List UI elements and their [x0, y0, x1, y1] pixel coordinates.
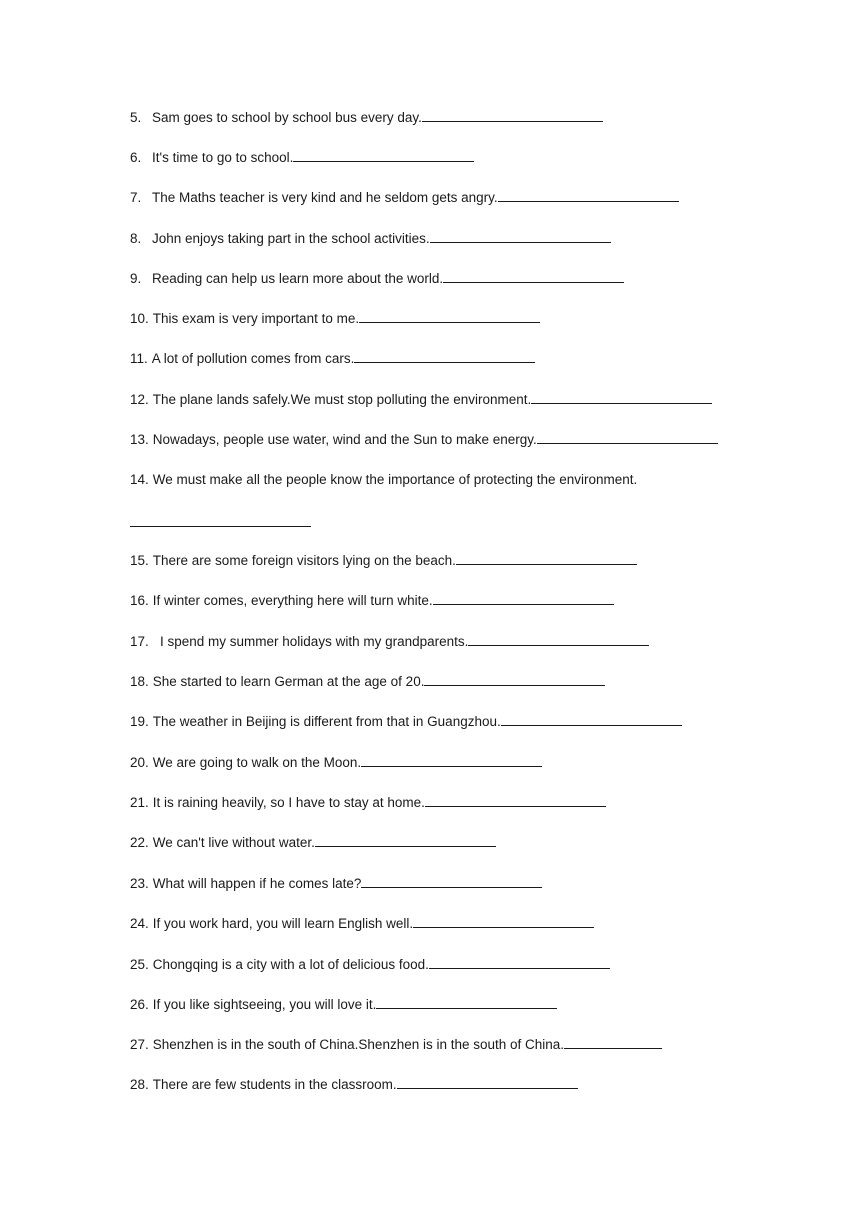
answer-blank[interactable]	[531, 391, 712, 404]
question-18	[130, 673, 830, 691]
question-11	[130, 350, 830, 368]
question-6	[130, 149, 830, 167]
question-text: This exam is very important to me.	[152, 311, 360, 326]
question-text: If you work hard, you will learn English well.	[152, 916, 414, 931]
question-number: 23.	[130, 876, 149, 891]
question-7	[130, 189, 830, 207]
question-text: John enjoys taking part in the school activities.	[152, 231, 430, 246]
question-text: We must make all the people know the importance of protecting the environment.	[152, 472, 638, 487]
question-number: 17.	[130, 634, 149, 649]
answer-blank[interactable]	[564, 1036, 662, 1049]
question-number: 21.	[130, 795, 149, 810]
question-number: 24.	[130, 916, 149, 931]
question-9	[130, 270, 830, 288]
question-number: 11.	[130, 351, 148, 366]
question-23	[130, 875, 830, 893]
question-text: Shenzhen is in the south of China.Shenzhen is in the south of China.	[152, 1037, 565, 1052]
question-number: 7.	[130, 190, 142, 205]
question-number: 13.	[130, 432, 149, 447]
answer-blank[interactable]	[413, 915, 594, 928]
answer-blank[interactable]	[424, 673, 605, 686]
answer-blank[interactable]	[397, 1076, 578, 1089]
answer-blank[interactable]	[376, 996, 557, 1009]
question-text: The weather in Beijing is different from that in Guangzhou.	[152, 714, 501, 729]
answer-blank[interactable]	[361, 875, 542, 888]
question-text: If you like sightseeing, you will love it.	[152, 997, 377, 1012]
question-text: A lot of pollution comes from cars.	[151, 351, 355, 366]
question-number: 6.	[130, 150, 142, 165]
answer-blank[interactable]	[315, 834, 496, 847]
question-number: 28.	[130, 1077, 149, 1092]
question-22	[130, 834, 830, 852]
question-number: 26.	[130, 997, 149, 1012]
answer-blank[interactable]	[456, 552, 637, 565]
answer-blank[interactable]	[468, 633, 649, 646]
answer-blank[interactable]	[354, 350, 535, 363]
question-number: 22.	[130, 835, 149, 850]
answer-blank[interactable]	[537, 431, 718, 444]
answer-blank[interactable]	[293, 149, 474, 162]
answer-blank[interactable]	[501, 713, 682, 726]
question-5	[130, 109, 830, 127]
question-text: What will happen if he comes late?	[152, 876, 362, 891]
question-16	[130, 592, 830, 610]
answer-blank[interactable]	[498, 189, 679, 202]
question-number: 12.	[130, 392, 149, 407]
question-20	[130, 754, 830, 772]
question-28	[130, 1076, 830, 1094]
question-text: She started to learn German at the age of 20.	[152, 674, 425, 689]
answer-blank[interactable]	[430, 230, 611, 243]
question-text: The plane lands safely.We must stop polluting the environment.	[152, 392, 532, 407]
question-number: 10.	[130, 311, 149, 326]
question-24	[130, 915, 830, 933]
question-text: If winter comes, everything here will turn white.	[152, 593, 433, 608]
question-text: The Maths teacher is very kind and he seldom gets angry.	[152, 190, 498, 205]
answer-blank[interactable]	[433, 592, 614, 605]
question-text: Sam goes to school by school bus every day.	[152, 110, 422, 125]
question-26	[130, 996, 830, 1014]
question-19	[130, 713, 830, 731]
answer-blank[interactable]	[361, 754, 542, 767]
answer-blank[interactable]	[443, 270, 624, 283]
question-number: 18.	[130, 674, 149, 689]
question-text: Reading can help us learn more about the world.	[152, 271, 444, 286]
question-27	[130, 1036, 830, 1054]
question-10	[130, 310, 830, 328]
question-number: 8.	[130, 231, 142, 246]
question-17	[130, 633, 830, 651]
question-number: 27.	[130, 1037, 149, 1052]
question-text: It is raining heavily, so I have to stay at home.	[152, 795, 425, 810]
question-text: There are some foreign visitors lying on the beach.	[152, 553, 456, 568]
question-number: 20.	[130, 755, 149, 770]
answer-blank[interactable]	[425, 794, 606, 807]
question-8	[130, 230, 830, 248]
question-number: 9.	[130, 271, 142, 286]
question-text: We are going to walk on the Moon.	[152, 755, 362, 770]
answer-blank[interactable]	[130, 510, 311, 527]
question-25	[130, 956, 830, 974]
question-15	[130, 552, 830, 570]
question-14	[130, 471, 830, 489]
question-12	[130, 391, 830, 409]
question-13	[130, 431, 830, 449]
question-number: 25.	[130, 957, 149, 972]
question-text: There are few students in the classroom.	[152, 1077, 397, 1092]
question-text: It's time to go to school.	[152, 150, 294, 165]
question-text: Chongqing is a city with a lot of delicious food.	[152, 957, 429, 972]
question-number: 15.	[130, 553, 149, 568]
question-number: 16.	[130, 593, 149, 608]
question-text: We can't live without water.	[152, 835, 315, 850]
question-number: 19.	[130, 714, 149, 729]
question-text: Nowadays, people use water, wind and the Sun to make energy.	[152, 432, 537, 447]
question-21	[130, 794, 830, 812]
question-text: I spend my summer holidays with my grandparents.	[160, 634, 469, 649]
question-number: 5.	[130, 110, 142, 125]
answer-blank[interactable]	[429, 956, 610, 969]
answer-blank[interactable]	[359, 310, 540, 323]
question-number: 14.	[130, 472, 149, 487]
answer-blank[interactable]	[422, 109, 603, 122]
